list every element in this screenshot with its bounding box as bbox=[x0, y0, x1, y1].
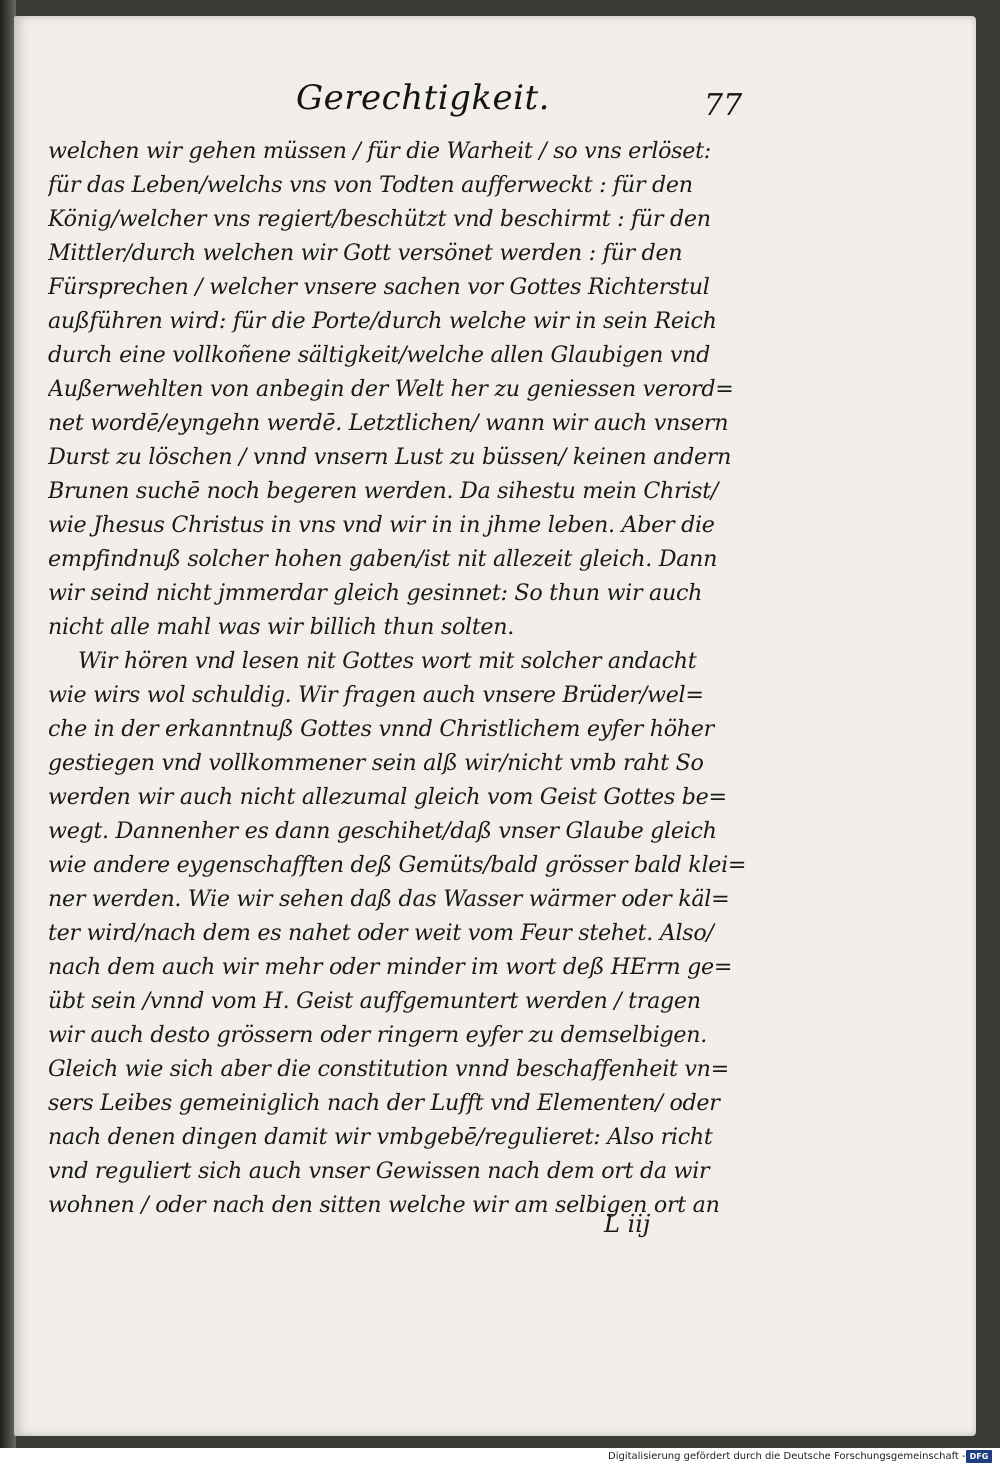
text-line: nach dem auch wir mehr oder minder im wort deß HErrn ge= bbox=[48, 954, 733, 980]
footer-credit: Digitalisierung gefördert durch die Deutsche Forschungsgemeinschaft - bbox=[608, 1451, 966, 1462]
text-line: ner werden. Wie wir sehen daß das Wasser wärmer oder käl= bbox=[48, 886, 730, 912]
text-line: wohnen / oder nach den sitten welche wir am selbigen ort an bbox=[48, 1192, 720, 1218]
text-line: übt sein /vnnd vom H. Geist auffgemuntert werden / tragen bbox=[48, 988, 701, 1014]
text-line: wegt. Dannenher es dann geschihet/daß vnser Glaube gleich bbox=[48, 818, 717, 844]
text-line: durch eine vollkoñene sältigkeit/welche allen Glaubigen vnd bbox=[48, 342, 710, 368]
text-line: vnd reguliert sich auch vnser Gewissen nach dem ort da wir bbox=[48, 1158, 710, 1184]
text-line: Brunen suchē noch begeren werden. Da sihestu mein Christ/ bbox=[48, 478, 719, 504]
text-line: sers Leibes gemeiniglich nach der Lufft vnd Elementen/ oder bbox=[48, 1090, 720, 1116]
text-line: nach denen dingen damit wir vmbgebē/regulieret: Also richt bbox=[48, 1124, 713, 1150]
text-line: wie Jhesus Christus in vns vnd wir in in jhme leben. Aber die bbox=[48, 512, 715, 538]
text-line: Fürsprechen / welcher vnsere sachen vor Gottes Richterstul bbox=[48, 274, 710, 300]
text-line: werden wir auch nicht allezumal gleich vom Geist Gottes be= bbox=[48, 784, 727, 810]
text-line: empfindnuß solcher hohen gaben/ist nit allezeit gleich. Dann bbox=[48, 546, 718, 572]
page-number: 77 bbox=[704, 88, 743, 123]
text-line: welchen wir gehen müssen / für die Warheit / so vns erlöset: bbox=[48, 138, 711, 164]
text-line: wir seind nicht jmmerdar gleich gesinnet: So thun wir auch bbox=[48, 580, 703, 606]
text-line: für das Leben/welchs vns von Todten aufferweckt : für den bbox=[48, 172, 693, 198]
body-text bbox=[48, 134, 768, 1222]
text-line: ter wird/nach dem es nahet oder weit vom Feur stehet. Also/ bbox=[48, 920, 714, 946]
dfg-logo: DFG bbox=[966, 1450, 992, 1463]
book-page bbox=[14, 16, 976, 1436]
paragraph-first-line: Wir hören vnd lesen nit Gottes wort mit solcher andacht bbox=[78, 648, 697, 674]
text-line: König/welcher vns regiert/beschützt vnd beschirmt : für den bbox=[48, 206, 711, 232]
text-line: Durst zu löschen / vnnd vnsern Lust zu büssen/ keinen andern bbox=[48, 444, 732, 470]
text-line: wir auch desto grössern oder ringern eyfer zu demselbigen. bbox=[48, 1022, 707, 1048]
text-line: außführen wird: für die Porte/durch welche wir in sein Reich bbox=[48, 308, 717, 334]
text-line: gestiegen vnd vollkommener sein alß wir/nicht vmb raht So bbox=[48, 750, 704, 776]
text-line: Mittler/durch welchen wir Gott versönet werden : für den bbox=[48, 240, 683, 266]
text-line: che in der erkanntnuß Gottes vnnd Christlichem eyfer höher bbox=[48, 716, 714, 742]
text-line: Gleich wie sich aber die constitution vnnd beschaffenheit vn= bbox=[48, 1056, 729, 1082]
text-line: net wordē/eyngehn werdē. Letztlichen/ wann wir auch vnsern bbox=[48, 410, 729, 436]
text-line: wie wirs wol schuldig. Wir fragen auch vnsere Brüder/wel= bbox=[48, 682, 704, 708]
running-header: Gerechtigkeit. bbox=[296, 78, 550, 118]
signature-mark: L iij bbox=[604, 1210, 651, 1238]
text-line: nicht alle mahl was wir billich thun solten. bbox=[48, 614, 515, 640]
text-line: wie andere eygenschafften deß Gemüts/bald grösser bald klei= bbox=[48, 852, 747, 878]
text-line: Außerwehlten von anbegin der Welt her zu geniessen verord= bbox=[48, 376, 734, 402]
